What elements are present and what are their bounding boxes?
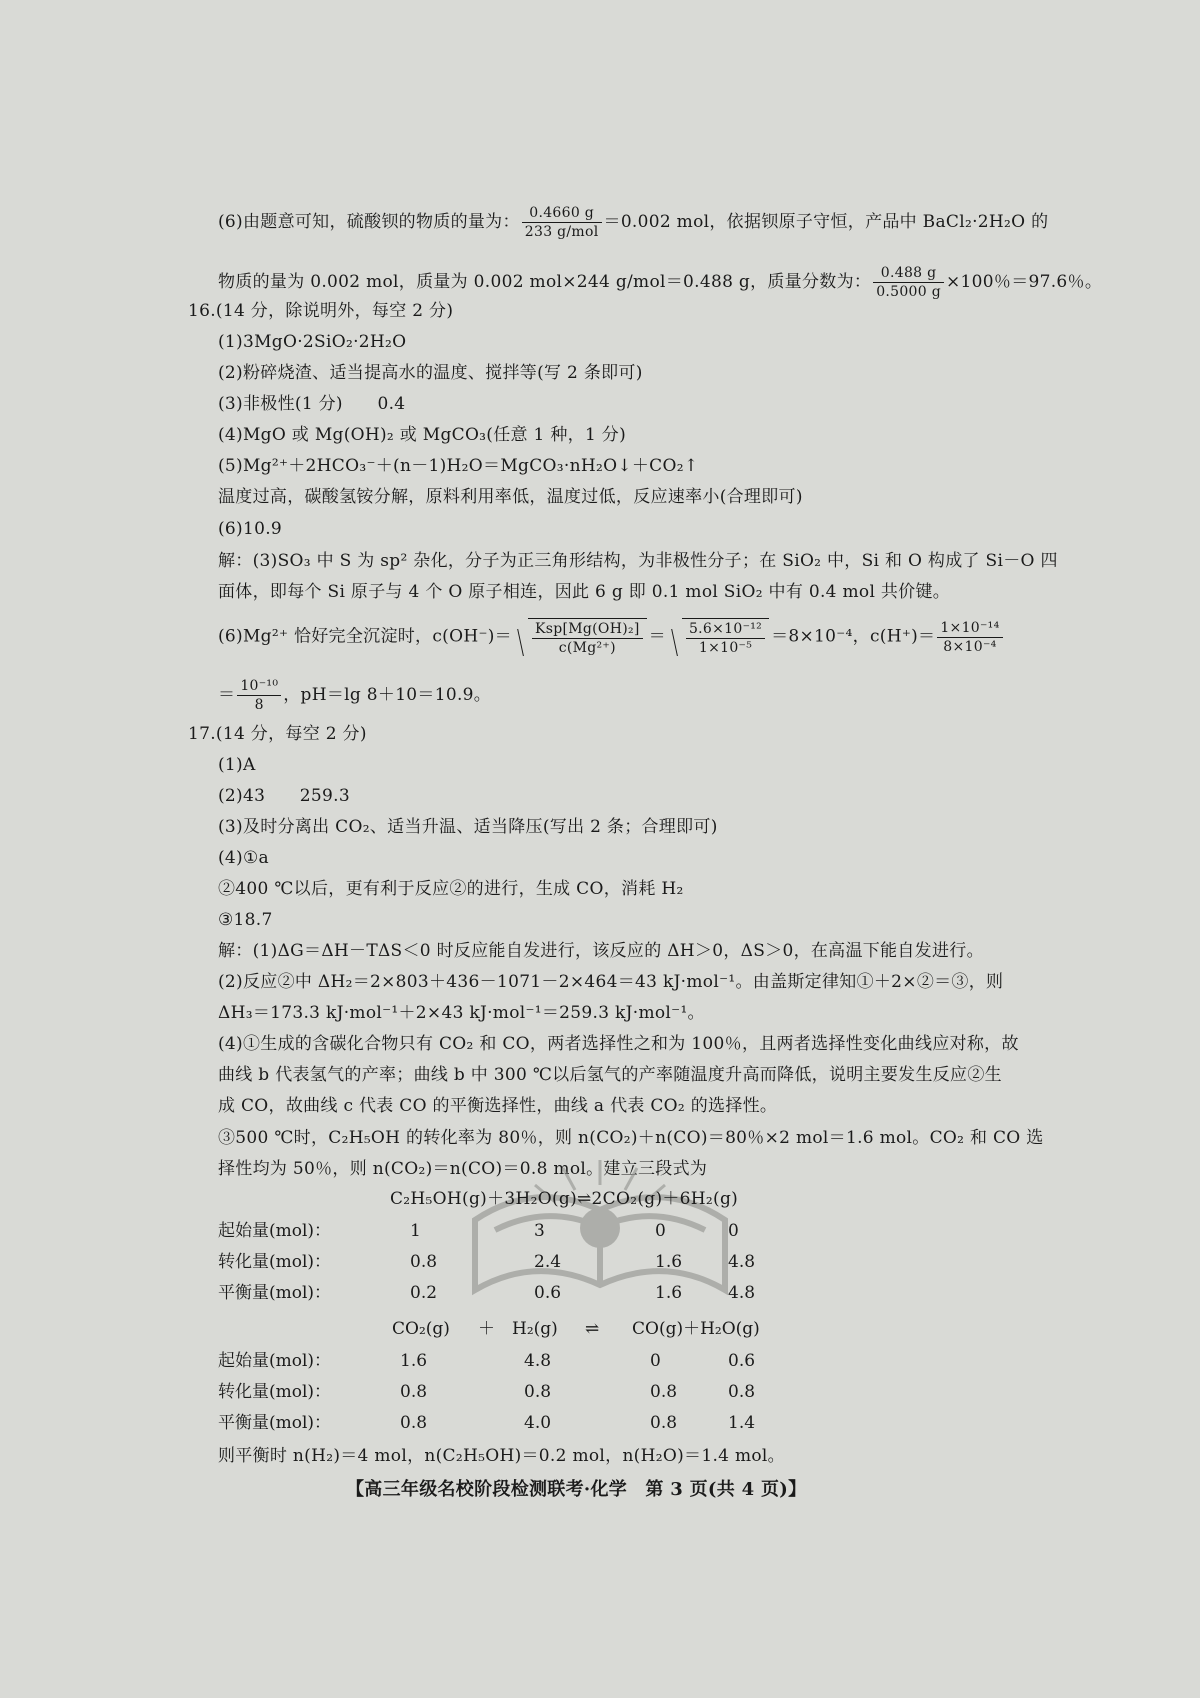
q17-explanation-1: 解：(1)ΔG＝ΔH－TΔS＜0 时反应能自发进行，该反应的 ΔH＞0，ΔS＞0，在高温下能自发进行。 <box>218 941 984 961</box>
q16-answer-6: (6)10.9 <box>218 519 283 539</box>
p6-line2 <box>218 265 1102 300</box>
q17-explanation-3: ΔH₃＝173.3 kJ·mol⁻¹＋2×43 kJ·mol⁻¹＝259.3 kJ·mol⁻¹。 <box>218 1003 705 1023</box>
table-row-label: 起始量(mol)： <box>218 1221 332 1241</box>
q16-explanation-3: (6)Mg²⁺ 恰好完全沉淀时，c(OH⁻)＝ $\frac{\text{Ksp[Mg(OH)₂]}}{\text{c(Mg²⁺)}}$ ＝ $\frac{\text{5.6×10⁻¹²}}{\text{1×10⁻⁵}}$ ＝8×10⁻⁴，c(H⁺)＝ $\frac{\text{1×10⁻¹⁴}}{\text{8×10⁻⁴}}$ <box>218 618 1005 656</box>
q17-answer-3: (3)及时分离出 CO₂、适当升温、适当降压(写出 2 条；合理即可) <box>218 817 718 837</box>
p6-line1-tail: ＝0.002 mol，依据钡原子守恒，产品中 BaCl₂·2H₂O 的 <box>603 212 1049 232</box>
table-row-label: 转化量(mol)： <box>218 1252 332 1272</box>
q17-answer-2: (2)43 259.3 <box>218 786 350 806</box>
table-cell: 0.8 <box>400 1413 428 1433</box>
q17-explanation-6: 成 CO，故曲线 c 代表 CO 的平衡选择性，曲线 a 代表 CO₂ 的选择性。 <box>218 1096 778 1116</box>
q16-answer-5: (5)Mg²⁺＋2HCO₃⁻＋(n－1)H₂O＝MgCO₃·nH₂O↓＋CO₂↑ <box>218 456 699 476</box>
reaction-2-term: ＋ <box>478 1319 495 1339</box>
q17-answer-4c: ③18.7 <box>218 910 273 930</box>
fraction-ph: $\frac{\text{10⁻¹⁰}}{8}$ <box>237 678 281 713</box>
table-cell: 3 <box>534 1221 545 1241</box>
table-cell: 0.8 <box>400 1382 428 1402</box>
table-cell: 0 <box>728 1221 739 1241</box>
table-cell: 0 <box>650 1351 661 1371</box>
q17-explanation-8: 择性均为 50％，则 n(CO₂)＝n(CO)＝0.8 mol。建立三段式为 <box>218 1159 708 1179</box>
table-row-label: 起始量(mol)： <box>218 1351 332 1371</box>
sqrt-expression-1: $\frac{\text{Ksp[Mg(OH)₂]}}{\text{c(Mg²⁺)}}$ <box>514 618 647 656</box>
table-cell: 1.6 <box>655 1283 683 1303</box>
q17-final-statement: 则平衡时 n(H₂)＝4 mol，n(C₂H₅OH)＝0.2 mol，n(H₂O)＝1.4 mol。 <box>218 1446 785 1466</box>
reaction-2-term: ⇌ <box>585 1319 600 1339</box>
table-cell: 0.8 <box>728 1382 756 1402</box>
table-cell: 4.8 <box>524 1351 552 1371</box>
table-cell: 0.8 <box>524 1382 552 1402</box>
table-cell: 1.4 <box>728 1413 756 1433</box>
table-cell: 0.8 <box>410 1252 438 1272</box>
q17-answer-4b: ②400 ℃以后，更有利于反应②的进行，生成 CO，消耗 H₂ <box>218 879 684 899</box>
q16-explanation-2: 面体，即每个 Si 原子与 4 个 O 原子相连，因此 6 g 即 0.1 mol SiO₂ 中有 0.4 mol 共价键。 <box>218 582 951 602</box>
table-cell: 1.6 <box>400 1351 428 1371</box>
q17-header: 17.(14 分，每空 2 分) <box>188 724 367 744</box>
q16-exp3-text: (6)Mg²⁺ 恰好完全沉淀时，c(OH⁻)＝ <box>218 626 512 647</box>
p6-line2-tail: ×100％＝97.6％。 <box>946 272 1103 292</box>
table-cell: 2.4 <box>534 1252 562 1272</box>
reaction-1-equation: C₂H₅OH(g)＋3H₂O(g)⇌2CO₂(g)＋6H₂(g) <box>390 1189 739 1209</box>
table-row-label: 平衡量(mol)： <box>218 1283 332 1303</box>
q16-explanation-1: 解：(3)SO₃ 中 S 为 sp² 杂化，分子为正三角形结构，为非极性分子；在 SiO₂ 中，Si 和 O 构成了 Si－O 四 <box>218 551 1058 571</box>
table-row-label: 转化量(mol)： <box>218 1382 332 1402</box>
q16-header: 16.(14 分，除说明外，每空 2 分) <box>188 301 454 321</box>
table-cell: 1 <box>410 1221 421 1241</box>
p6-fraction-1: $\frac{0.4660 g}{\text{233 g/mol}}$ <box>522 205 602 240</box>
open-book-sun-icon <box>455 1150 745 1300</box>
table-cell: 4.8 <box>728 1252 756 1272</box>
q17-explanation-5: 曲线 b 代表氢气的产率；曲线 b 中 300 ℃以后氢气的产率随温度升高而降低，说明主要发生反应②生 <box>218 1065 1002 1085</box>
q16-answer-4: (4)MgO 或 Mg(OH)₂ 或 MgCO₃(任意 1 种，1 分) <box>218 425 627 445</box>
reaction-2-term: CO₂(g) <box>392 1319 450 1339</box>
table-cell: 0.8 <box>650 1413 678 1433</box>
p6-line2-text: 物质的量为 0.002 mol，质量为 0.002 mol×244 g/mol＝0.488 g，质量分数为： <box>218 272 872 292</box>
table-cell: 0.6 <box>728 1351 756 1371</box>
q17-explanation-4: (4)①生成的含碳化合物只有 CO₂ 和 CO，两者选择性之和为 100％，且两者选择性变化曲线应对称，故 <box>218 1034 1019 1054</box>
table-cell: 0.8 <box>650 1382 678 1402</box>
page-footer: 【高三年级名校阶段检测联考·化学 第 3 页(共 4 页)】 <box>346 1479 807 1500</box>
p6-fraction-2: $\frac{0.488 g}{0.5000 g}$ <box>873 265 944 300</box>
table-row-label: 平衡量(mol)： <box>218 1413 332 1433</box>
q16-answer-3: (3)非极性(1 分) 0.4 <box>218 394 406 414</box>
table-cell: 0 <box>655 1221 666 1241</box>
q17-explanation-2: (2)反应②中 ΔH₂＝2×803＋436－1071－2×464＝43 kJ·mol⁻¹。由盖斯定律知①＋2×②＝③，则 <box>218 972 1004 992</box>
table-cell: 4.8 <box>728 1283 756 1303</box>
q16-answer-1: (1)3MgO·2SiO₂·2H₂O <box>218 332 407 352</box>
q17-answer-4: (4)①a <box>218 848 269 868</box>
fraction-h-ion: $\frac{\text{1×10⁻¹⁴}}{\text{8×10⁻⁴}}$ <box>937 620 1002 655</box>
q17-explanation-7: ③500 ℃时，C₂H₅OH 的转化率为 80％，则 n(CO₂)＋n(CO)＝80％×2 mol＝1.6 mol。CO₂ 和 CO 选 <box>218 1128 1044 1148</box>
p6-line1-text: (6)由题意可知，硫酸钡的物质的量为： <box>218 212 520 232</box>
sqrt-expression-2: $\frac{\text{5.6×10⁻¹²}}{\text{1×10⁻⁵}}$ <box>668 618 769 656</box>
reaction-2-term: H₂(g) <box>512 1319 558 1339</box>
table-cell: 0.2 <box>410 1283 438 1303</box>
reaction-2-term: CO(g)＋H₂O(g) <box>632 1319 760 1339</box>
q16-answer-5b: 温度过高，碳酸氢铵分解，原料利用率低，温度过低，反应速率小(合理即可) <box>218 487 803 507</box>
q16-explanation-4: ＝ $\frac{\text{10⁻¹⁰}}{8}$ ，pH＝lg 8＋10＝10.9。 <box>218 678 492 713</box>
q16-answer-2: (2)粉碎烧渣、适当提高水的温度、搅拌等(写 2 条即可) <box>218 363 643 383</box>
table-cell: 1.6 <box>655 1252 683 1272</box>
p6-line1 <box>218 205 1048 240</box>
q17-answer-1: (1)A <box>218 755 256 775</box>
table-cell: 4.0 <box>524 1413 552 1433</box>
table-cell: 0.6 <box>534 1283 562 1303</box>
